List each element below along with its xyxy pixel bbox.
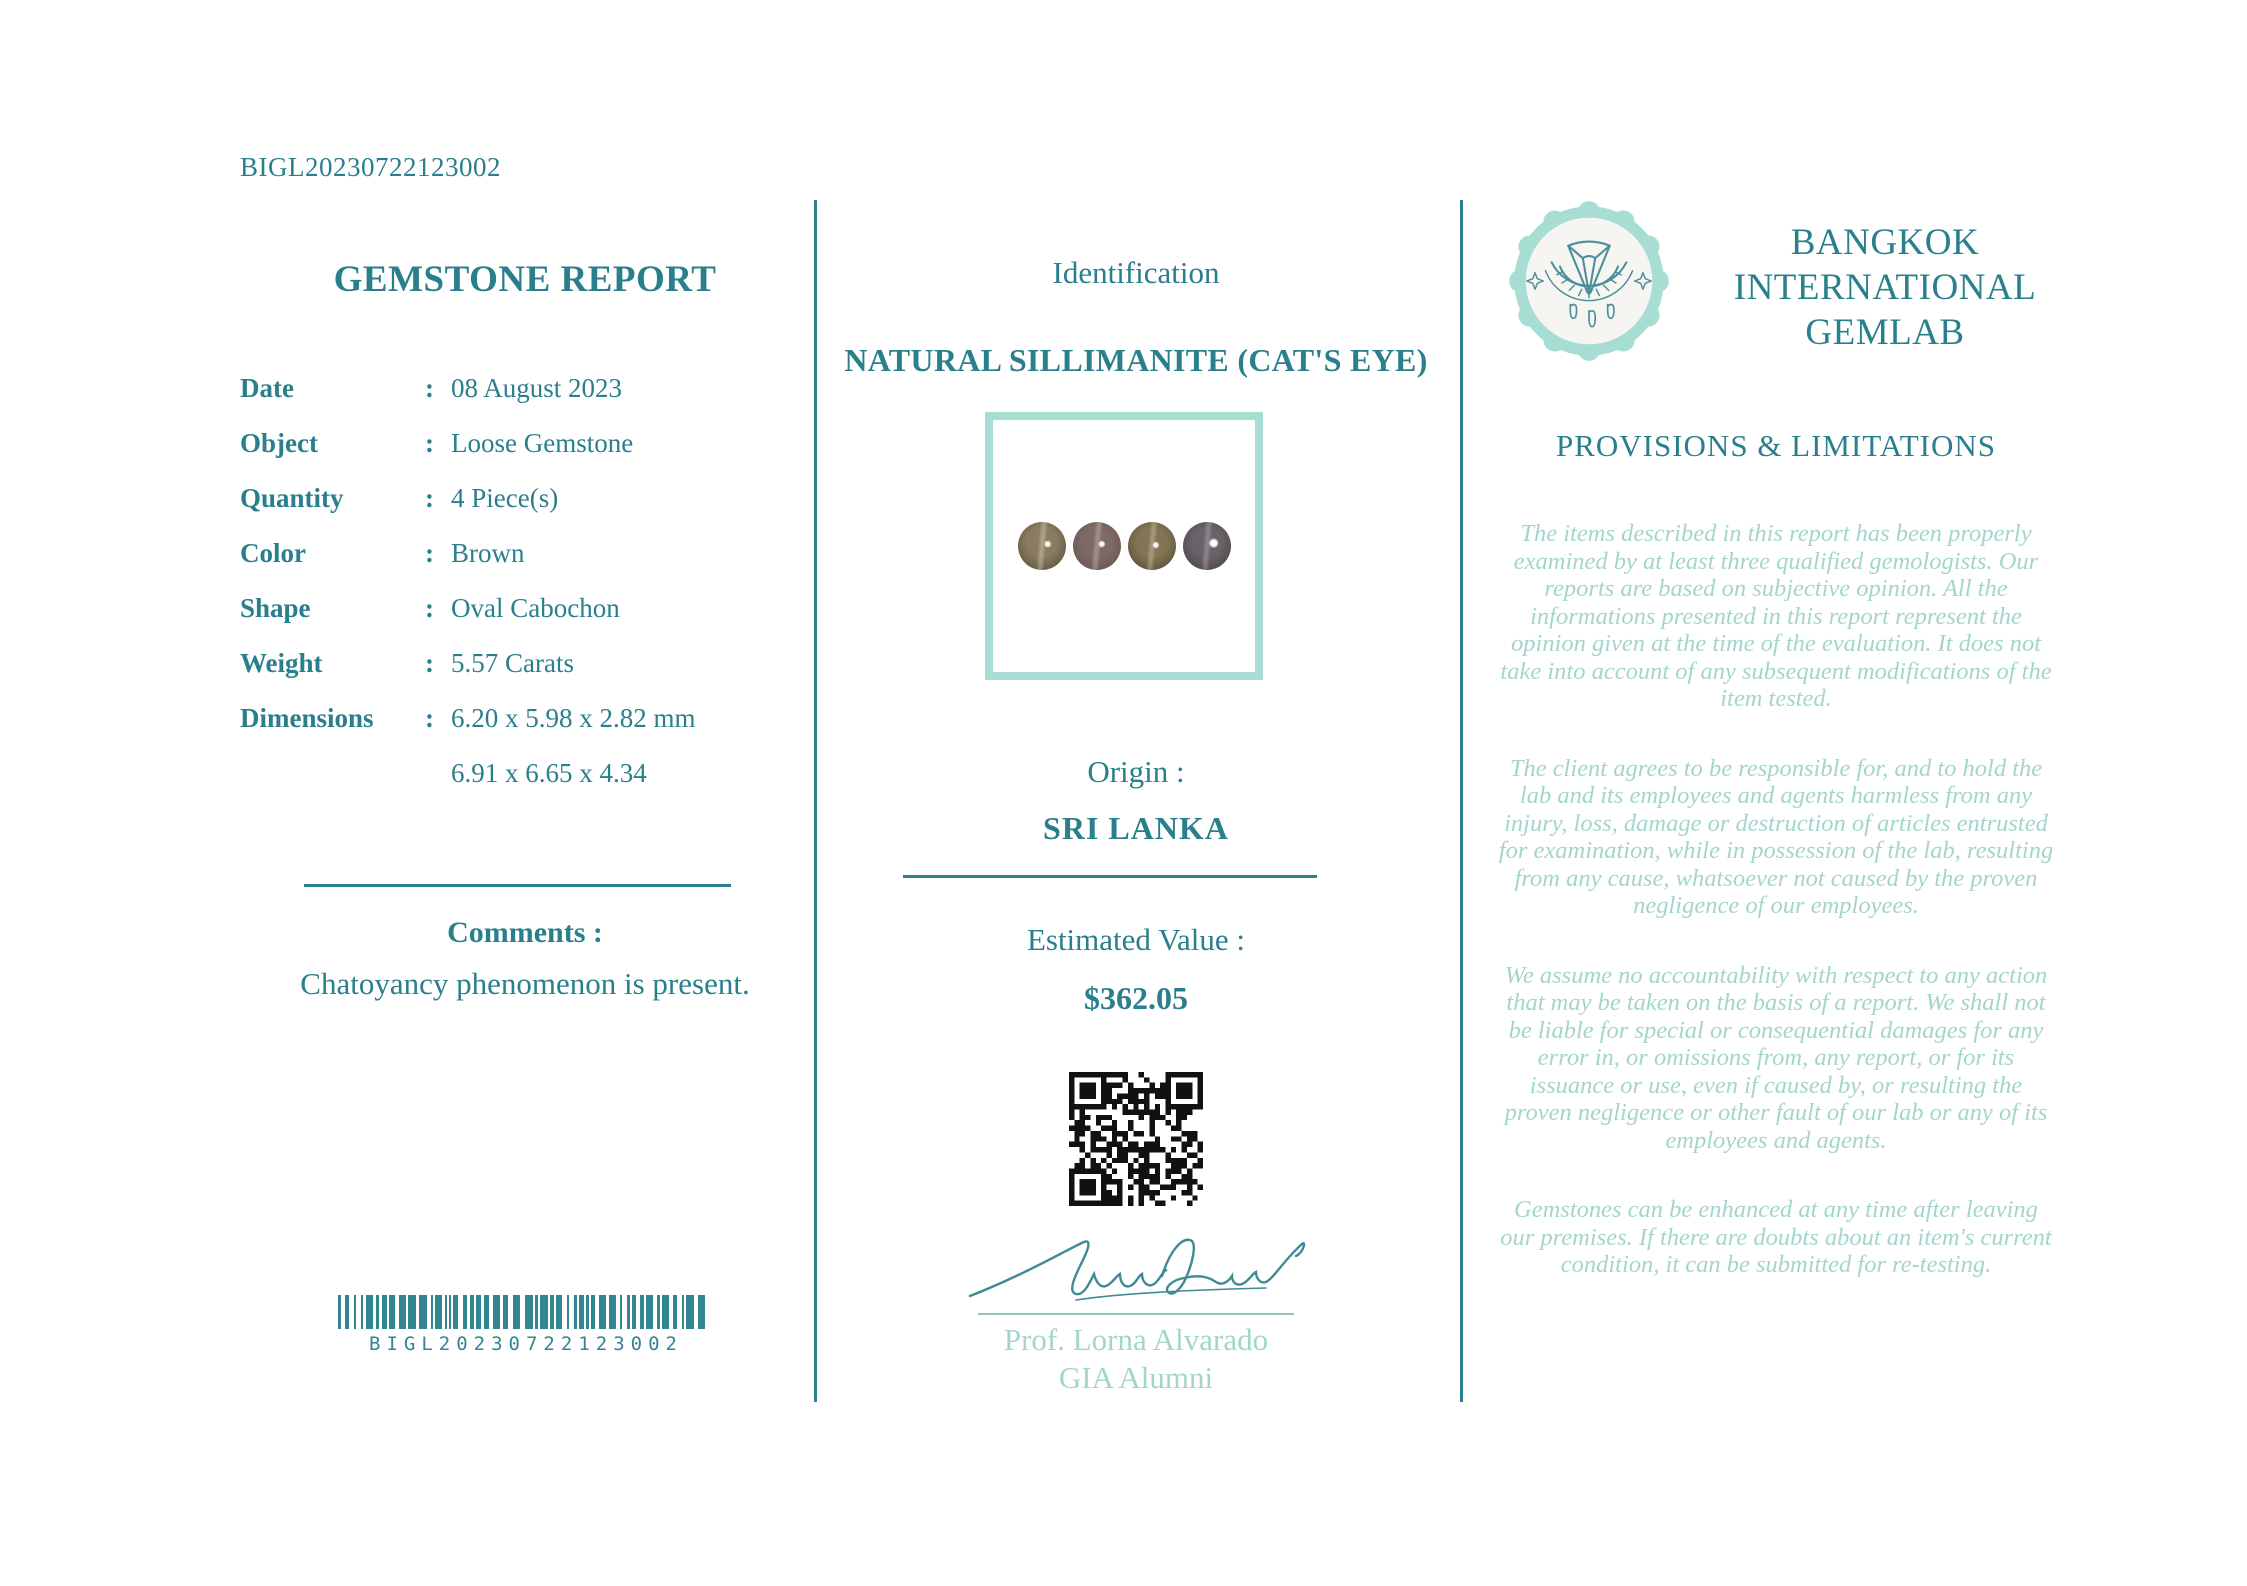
gemstone-1 — [1018, 522, 1066, 570]
field-row-dimensions — [240, 704, 820, 732]
lab-name-line: GEMLAB — [1805, 312, 1965, 353]
barcode-bars — [338, 1295, 714, 1329]
gemlab-logo-icon — [1506, 198, 1672, 364]
field-value: 6.20 x 5.98 x 2.82 mm — [451, 703, 696, 733]
provisions-paragraph: Gemstones can be enhanced at any time after leaving our premises. If there are doubts about an item's current condition, it can be submitted for re-testing. — [1500, 1196, 2052, 1278]
field-label: Shape — [240, 593, 311, 623]
gemstone-2 — [1073, 522, 1121, 570]
identification-heading: Identification — [1052, 255, 1220, 290]
comments-label: Comments : — [447, 916, 603, 949]
barcode-text: BIGL20230722123002 — [369, 1333, 683, 1355]
field-colon: : — [425, 373, 434, 403]
field-label: Dimensions — [240, 703, 374, 733]
field-label: Quantity — [240, 483, 344, 513]
lab-name — [1680, 220, 2090, 355]
signer-title: GIA Alumni — [1058, 1360, 1214, 1395]
field-row-color — [240, 539, 820, 567]
field-row-date — [240, 374, 820, 402]
field-label: Color — [240, 538, 306, 568]
signature-strokes — [966, 1230, 1306, 1316]
field-colon: : — [425, 428, 434, 458]
field-label — [240, 759, 425, 787]
gemstone-4 — [1183, 522, 1231, 570]
field-value: Loose Gemstone — [451, 428, 634, 458]
estimated-value-label: Estimated Value : — [1026, 922, 1246, 957]
provisions-paragraph: The client agrees to be responsible for, and to hold the lab and its employees and agents harmless from any injury, loss, damage or destruction of articles entrusted for examination, while in possession of the lab, resulting from any cause, whatsoever not caused by the proven negligence of our employees. — [1498, 754, 2054, 919]
field-value: Oval Cabochon — [451, 593, 620, 623]
comments-divider — [304, 884, 731, 887]
field-row-dimensions-2 — [240, 759, 820, 787]
field-value: 5.57 Carats — [451, 648, 574, 678]
field-row-shape — [240, 594, 820, 622]
field-label: Date — [240, 373, 294, 403]
gemlab-badge-icon — [1506, 198, 1672, 364]
gemstone-3 — [1128, 522, 1176, 570]
field-value: Brown — [451, 538, 525, 568]
field-colon: : — [425, 483, 434, 513]
report-number: BIGL20230722123002 — [240, 152, 501, 182]
field-value: 6.91 x 6.65 x 4.34 — [451, 758, 647, 788]
field-label: Weight — [240, 648, 323, 678]
gemstone-photo — [985, 412, 1263, 680]
field-colon: : — [425, 538, 434, 568]
lab-name-line: INTERNATIONAL — [1733, 267, 2037, 308]
provisions-text — [1496, 520, 2056, 1321]
report-fields — [240, 374, 820, 787]
field-colon — [425, 759, 451, 787]
origin-label: Origin : — [1087, 754, 1185, 789]
provisions-paragraph: We assume no accountability with respect to any action that may be taken on the basis of a report. We shall not be liable for special or consequential damages for any error in, or omissions from, any report, or for its issuance or use, even if caused by, or resulting the proven negligence or other fault of our lab or any of its employees and agents. — [1504, 961, 2048, 1154]
provisions-paragraph: The items described in this report has been properly examined by at least three qualified gemologists. Our reports are based on subjective opinion. All the informations presented in this report represent the opinion given at the time of the evaluation. It does not take into account of any subsequent modifications of the item tested. — [1500, 520, 2052, 712]
field-colon: : — [425, 703, 434, 733]
signature-underline — [978, 1313, 1294, 1315]
estimated-value: $362.05 — [1084, 980, 1188, 1016]
value-divider — [903, 875, 1317, 878]
signer-name: Prof. Lorna Alvarado — [1003, 1322, 1269, 1357]
comments-text: Chatoyancy phenomenon is present. — [300, 966, 750, 1001]
qr-code-image — [1069, 1072, 1203, 1206]
signature — [966, 1230, 1306, 1316]
barcode — [338, 1295, 714, 1359]
origin-value: SRI LANKA — [1043, 810, 1229, 846]
provisions-heading: PROVISIONS & LIMITATIONS — [1555, 428, 1997, 463]
field-value: 4 Piece(s) — [451, 483, 559, 513]
field-row-weight — [240, 649, 820, 677]
field-label: Object — [240, 428, 318, 458]
lab-name-line: BANGKOK — [1790, 222, 1980, 263]
field-value: 08 August 2023 — [451, 373, 623, 403]
report-title: GEMSTONE REPORT — [333, 259, 717, 300]
qr-code — [1069, 1072, 1203, 1206]
field-row-object — [240, 429, 820, 457]
field-colon: : — [425, 648, 434, 678]
column-divider-left — [814, 200, 817, 1402]
identification-result: NATURAL SILLIMANITE (CAT'S EYE) — [844, 342, 1428, 378]
field-row-quantity — [240, 484, 820, 512]
column-divider-right — [1460, 200, 1463, 1402]
field-colon: : — [425, 593, 434, 623]
